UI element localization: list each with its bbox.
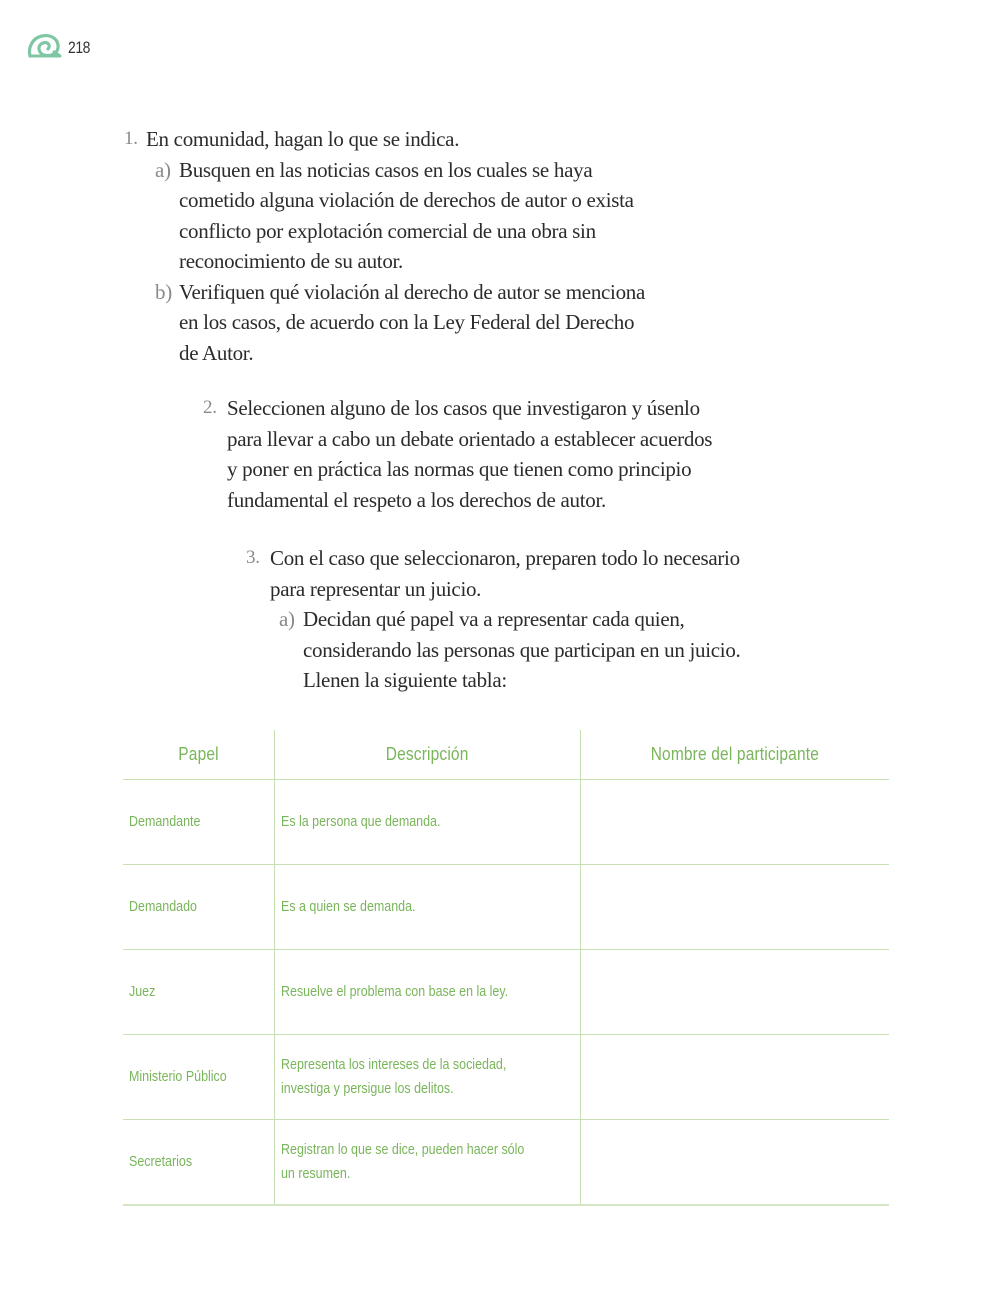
table-row [123,1120,889,1206]
header-descripcion: Descripción [274,730,580,780]
subitem-b [155,277,646,369]
role-cell: Secretarios [123,1120,274,1206]
item-number: 2. [203,397,217,418]
role-cell: Ministerio Público [123,1035,274,1120]
text-line: reconocimiento de su autor. [179,249,403,273]
text-line: para llevar a cabo un debate orientado a establecer acuerdos [227,426,713,451]
description-cell: Es a quien se demanda. [274,865,580,950]
participant-name-cell[interactable] [581,950,889,1035]
role-cell: Juez [123,950,274,1035]
text-line: en los casos, de acuerdo con la Ley Federal del Derecho [179,310,635,334]
item-text: En comunidad, hagan lo que se indica. [146,127,460,151]
role-cell: Demandado [123,865,274,950]
table-row [123,950,889,1035]
description-cell: Es la persona que demanda. [274,780,580,865]
text-line: cometido alguna violación de derechos de autor o exista [179,188,634,212]
instruction-item-2 [203,393,713,515]
header-papel: Papel [123,730,274,780]
instruction-item-3 [246,543,741,696]
table-header-row [123,730,889,780]
text-line: Seleccionen alguno de los casos que investigaron y úsenlo [227,396,700,420]
item-number: 3. [246,547,260,568]
text-line: Verifiquen qué violación al derecho de autor se menciona [179,279,646,304]
header-nombre-participante: Nombre del participante [581,730,889,780]
subitem-letter: a) [279,607,295,631]
snail-icon [26,30,62,65]
table-row [123,780,889,865]
table-row [123,865,889,950]
table-row [123,1035,889,1120]
participant-name-cell[interactable] [581,1120,889,1206]
text-line: y poner en práctica las normas que tienen como principio [227,457,692,481]
roles-table [123,730,889,1206]
subitem-a [155,155,645,277]
text-line: de Autor. [179,340,254,365]
page-header [26,30,95,65]
instruction-item-1 [124,124,646,368]
subitem-letter: a) [155,157,171,182]
page-number: 218 [68,37,91,57]
subitem-letter: b) [155,279,172,304]
description-cell: Registran lo que se dice, pueden hacer sólo un resumen. [274,1120,580,1206]
subitem-a [279,604,741,696]
text-line: conflicto por explotación comercial de una obra sin [179,218,596,243]
participant-name-cell[interactable] [581,1035,889,1120]
text-line: considerando las personas que participan en un juicio. [303,637,741,662]
item-number: 1. [124,128,138,149]
participant-name-cell[interactable] [581,865,889,950]
role-cell: Demandante [123,780,274,865]
participant-name-cell[interactable] [581,780,889,865]
text-line: Decidan qué papel va a representar cada quien, [303,607,685,631]
description-cell: Resuelve el problema con base en la ley. [274,950,580,1035]
text-line: Con el caso que seleccionaron, preparen todo lo necesario [270,546,740,570]
text-line: fundamental el respeto a los derechos de autor. [227,487,606,512]
description-cell: Representa los intereses de la sociedad, investiga y persigue los delitos. [274,1035,580,1120]
text-line: para representar un juicio. [270,576,482,601]
text-line: Llenen la siguiente tabla: [303,668,507,692]
text-line: Busquen en las noticias casos en los cuales se haya [179,157,593,182]
